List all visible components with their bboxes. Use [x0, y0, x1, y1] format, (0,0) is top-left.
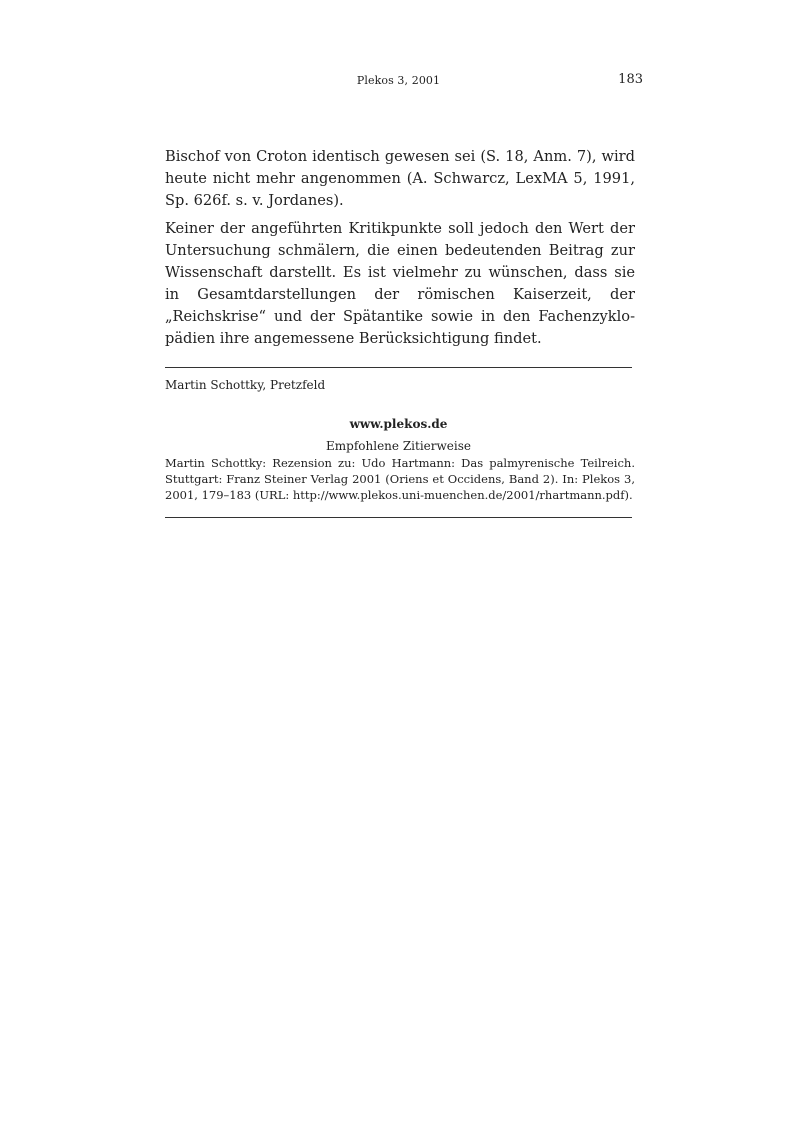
divider-top [165, 367, 632, 368]
site-link[interactable]: www.plekos.de [349, 417, 448, 431]
paragraph-1: Bischof von Croton identisch gewesen sei (S. 18, Anm. 7), wird heute nicht mehr angenommen (A. Schwarcz, LexMA 5, 1991, Sp. 626f. s. v. Jordanes). [165, 148, 635, 209]
review-author: Martin Schottky, Pretzfeld [165, 378, 326, 392]
running-head: Plekos 3, 2001 [356, 74, 441, 87]
citation-heading: Empfohlene Zitierweise [326, 439, 471, 453]
paragraph-2: Keiner der angeführten Kritikpunkte soll jedoch den Wert der Untersuchung schmälern, die einen bedeutenden Beitrag zur Wissenschaft darstellt. Es ist vielmehr zu wünschen, dass sie in Gesamtdarstellungen der römischen Kaiserzeit, der „Reichskrise“ und der Spätantike sowie in den Fachenzyklopädien ihre angemessene Berücksichtigung findet. [165, 220, 635, 347]
body-text [165, 146, 635, 356]
divider-bottom [165, 517, 632, 518]
page-number: 183 [618, 72, 643, 87]
citation-text: Martin Schottky: Rezension zu: Udo Hartmann: Das palmyrenische Teilreich. Stuttgart: Franz Steiner Verlag 2001 (Oriens et Occidens, Band 2). In: Plekos 3, 2001, 179–183 (URL: http://www.plekos.uni-muenchen.de/2001/rhartmann.pdf). [165, 456, 635, 502]
